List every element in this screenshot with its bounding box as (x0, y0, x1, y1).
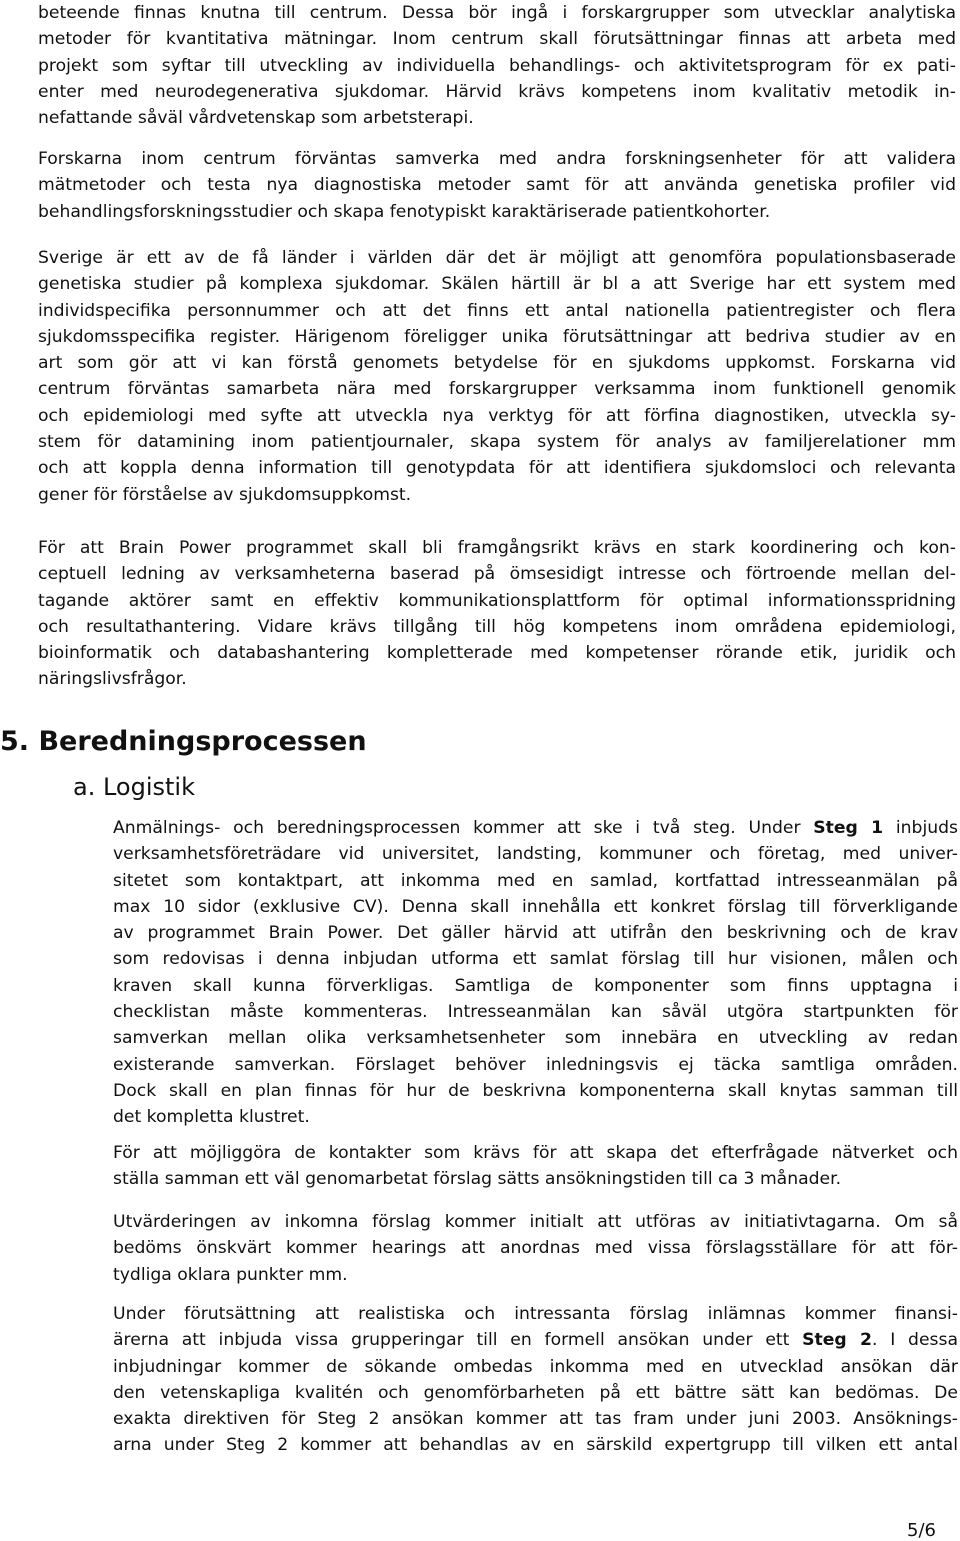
text-line: och resultathantering. Vidare krävs tillgång till hög kompetens inom områdena epidemiologi, (38, 616, 956, 637)
text-line: stem för datamining inom patientjournaler, skapa system för analys av familjerelationer mm (38, 432, 956, 453)
text-line: ärerna att inbjuda vissa grupperingar till en formell ansökan under ett Steg 2. I dessa (113, 1330, 958, 1351)
text-line: bioinformatik och databashantering kompletterade med kompetenser rörande etik, juridik och (38, 643, 956, 664)
text-line: ställa samman ett väl genomarbetat förslag sätts ansökningstiden till ca 3 månader. (113, 1169, 842, 1190)
text-line: Dock skall en plan finnas för hur de beskrivna komponenterna skall knytas samman till (113, 1080, 958, 1101)
text-line: projekt som syftar till utveckling av individuella behandlings- och aktivitetsprogram för ex pati- (38, 55, 956, 76)
paragraph-logistik-utvardering (113, 1209, 958, 1288)
text-line: beteende finnas knutna till centrum. Dessa bör ingå i forskargrupper som utvecklar analytiska (38, 3, 956, 23)
page-number: 5/6 (907, 1520, 936, 1541)
text-line: metoder för kvantitativa mätningar. Inom centrum skall förutsättningar finnas att arbeta med (38, 29, 956, 50)
paragraph-logistik-steg1 (113, 815, 958, 1131)
paragraph-brain-power-koordinering (38, 535, 956, 693)
paragraph-logistik-kontakter (113, 1140, 958, 1193)
text-line: tagande aktörer samt en effektiv kommunikationsplattform för optimal informationsspridning (38, 590, 956, 611)
text-line: och att koppla denna information till genotypdata för att identifiera sjukdomsloci och relevanta (38, 458, 956, 479)
text-line: och epidemiologi med syfte att utveckla nya verktyg för att förfina diagnostiken, utveckla sy- (38, 405, 956, 426)
text-line: arna under Steg 2 kommer att behandlas av en särskild expertgrupp till vilken ett antal (113, 1435, 958, 1456)
section-heading: 5. Beredningsprocessen (0, 726, 367, 757)
text-line: Under förutsättning att realistiska och intressanta förslag inlämnas kommer finansi- (113, 1304, 958, 1324)
text-line: verksamhetsföreträdare vid universitet, landsting, kommuner och företag, med univer- (113, 844, 958, 865)
text-line: genetiska studier på komplexa sjukdomar. Skälen härtill är bl a att Sverige har ett system med (38, 274, 956, 295)
bold-term: Steg 2 (802, 1330, 872, 1351)
text-line: Anmälnings- och beredningsprocessen kommer att ske i två steg. Under Steg 1 inbjuds (113, 818, 958, 838)
paragraph-centrum-intro (38, 0, 956, 131)
text-line: det kompletta klustret. (113, 1107, 310, 1128)
text-line: Utvärderingen av inkomna förslag kommer initialt att utföras av initiativtagarna. Om så (113, 1212, 958, 1232)
text-line: av programmet Brain Power. Det gäller härvid att utifrån den beskrivning och de krav (113, 923, 958, 944)
paragraph-forskarna-samverka (38, 146, 956, 225)
text-line: sjukdomsspecifika register. Härigenom föreligger unika förutsättningar att bedriva studier av en (38, 326, 956, 347)
subsection-heading: a. Logistik (73, 773, 195, 801)
text-line: art som gör att vi kan förstå genomets betydelse för en sjukdoms uppkomst. Forskarna vid (38, 353, 956, 374)
text-line: Forskarna inom centrum förväntas samverka med andra forskningsenheter för att validera (38, 149, 956, 169)
text-line: max 10 sidor (exklusive CV). Denna skall innehålla ett konkret förslag till förverkligande (113, 896, 958, 917)
text-line: gener för förståelse av sjukdomsuppkomst. (38, 484, 412, 505)
text-line: Sverige är ett av de få länder i världen där det är möjligt att genomföra populationsbaserade (38, 248, 956, 268)
text-line: behandlingsforskningsstudier och skapa fenotypiskt karaktäriserade patientkohorter. (38, 201, 771, 222)
text-line: samverkan mellan olika verksamhetsenheter som innebära en utveckling av redan (113, 1028, 958, 1049)
paragraph-logistik-steg2 (113, 1301, 958, 1459)
text-line: centrum förväntas samarbeta nära med forskargrupper verksamma inom funktionell genomik (38, 379, 956, 400)
text-line: tydliga oklara punkter mm. (113, 1264, 348, 1285)
text-line: som redovisas i denna inbjudan utforma ett samlat förslag till hur visionen, målen och (113, 949, 958, 970)
text-line: exakta direktiven för Steg 2 ansökan kommer att tas fram under juni 2003. Ansöknings- (113, 1409, 958, 1430)
bold-term: Steg 1 (813, 818, 884, 838)
text-line: För att Brain Power programmet skall bli framgångsrikt krävs en stark koordinering och kon- (38, 538, 956, 558)
text-line: mätmetoder och testa nya diagnostiska metoder samt för att använda genetiska profiler vid (38, 175, 956, 196)
text-line: kraven skall kunna förverkligas. Samtliga de komponenter som finns upptagna i (113, 975, 958, 996)
text-line: sitetet som kontaktpart, att inkomma med en samlad, kortfattad intresseanmälan på (113, 870, 958, 891)
text-line: checklistan måste kommenteras. Intresseanmälan kan såväl utgöra startpunkten för (113, 1002, 958, 1023)
text-line: För att möjliggöra de kontakter som krävs för att skapa det efterfrågade nätverket och (113, 1143, 958, 1163)
text-line: den vetenskapliga kvalitén och genomförbarheten på ett bättre sätt kan bedömas. De (113, 1382, 958, 1403)
text-line: näringslivsfrågor. (38, 669, 187, 690)
text-line: ceptuell ledning av verksamheterna baserad på ömsesidigt intresse och förtroende mellan del- (38, 564, 956, 585)
text-line: inbjudningar kommer de sökande ombedas inkomma med en utvecklad ansökan där (113, 1356, 958, 1377)
text-line: enter med neurodegenerativa sjukdomar. Härvid krävs kompetens inom kvalitativ metodik in- (38, 81, 956, 102)
text-line: existerande samverkan. Förslaget behöver inledningsvis ej täcka samtliga områden. (113, 1054, 958, 1075)
text-line: bedöms önskvärt kommer hearings att anordnas med vissa förslagsställare för att för- (113, 1238, 958, 1259)
paragraph-sverige-genetik (38, 245, 956, 508)
text-line: nefattande såväl vårdvetenskap som arbetsterapi. (38, 108, 474, 129)
text-line: individspecifika personnummer och att det finns ett antal nationella patientregister och flera (38, 300, 956, 321)
